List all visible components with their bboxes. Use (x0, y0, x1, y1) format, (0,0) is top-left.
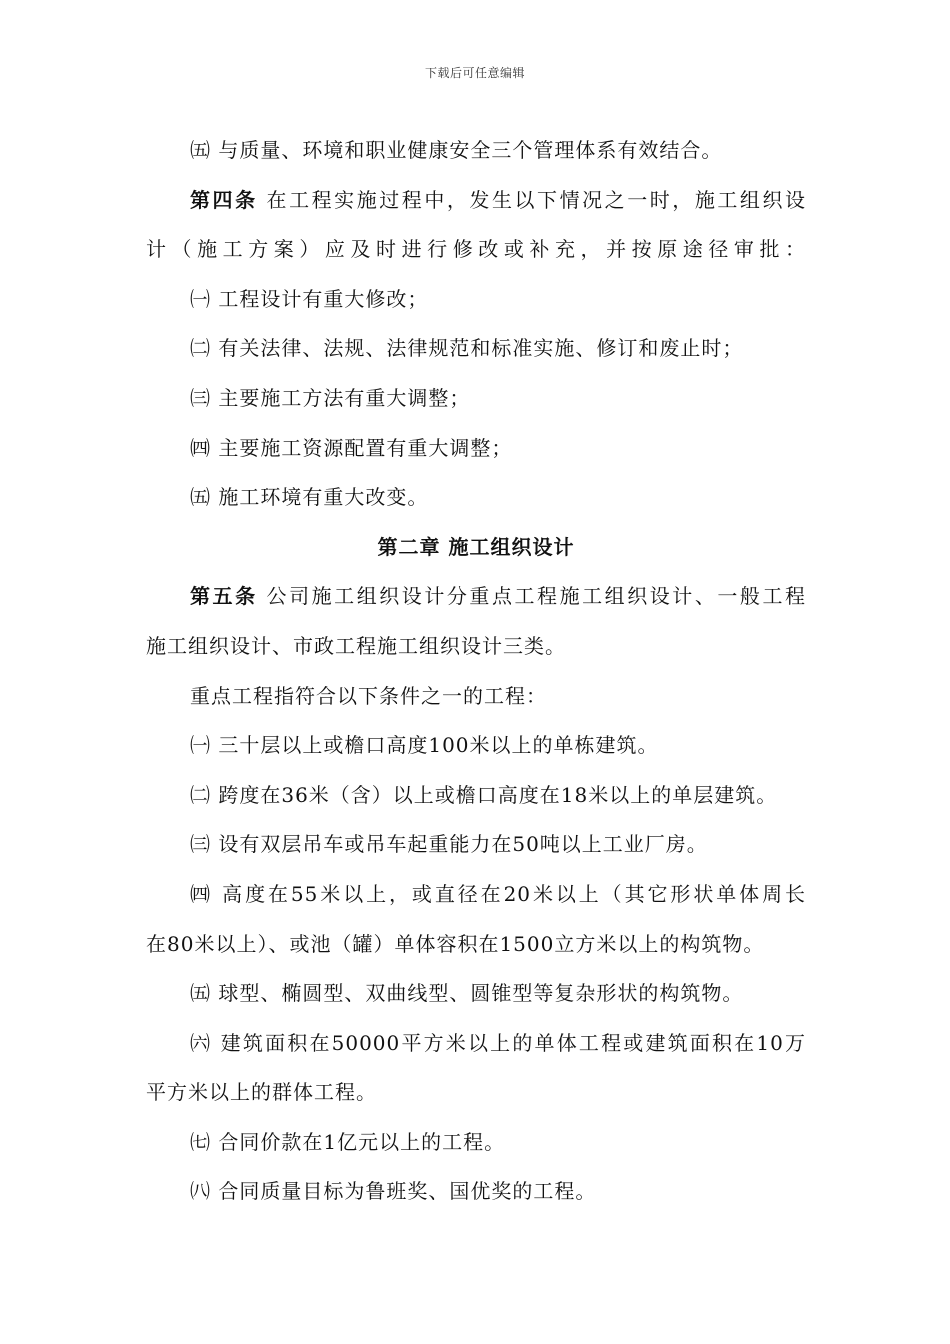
list-item: ㈣ 主要施工资源配置有重大调整； (190, 435, 513, 460)
article-heading-line: 第四条 在工程实施过程中，发生以下情况之一时，施工组织设 (190, 187, 806, 212)
list-item: ㈢ 主要施工方法有重大调整； (190, 385, 471, 410)
list-item: ㈥ 建筑面积在50000平方米以上的单体工程或建筑面积在10万 (190, 1030, 806, 1055)
list-item: ㈧ 合同质量目标为鲁班奖、国优奖的工程。 (190, 1179, 597, 1204)
paragraph-line: 计（施工方案）应及时进行修改或补充，并按原途径审批： (146, 237, 806, 262)
article-heading-line: 第五条 公司施工组织设计分重点工程施工组织设计、一般工程 (190, 584, 806, 609)
list-item: ㈦ 合同价款在1亿元以上的工程。 (190, 1129, 506, 1154)
list-item: ㈡ 有关法律、法规、法律规范和标准实施、修订和废止时； (190, 336, 744, 361)
list-item: ㈢ 设有双层吊车或吊车起重能力在50吨以上工业厂房。 (190, 832, 708, 857)
list-item-continuation: 在80米以上）、或池（罐）单体容积在1500立方米以上的构筑物。 (146, 931, 765, 956)
list-item: ㈤ 球型、椭圆型、双曲线型、圆锥型等复杂形状的构筑物。 (190, 981, 744, 1006)
article-number: 第四条 (190, 187, 258, 212)
article-number: 第五条 (190, 584, 258, 609)
list-item-continuation: 平方米以上的群体工程。 (146, 1080, 377, 1105)
list-item: ㈡ 跨度在36米（含）以上或檐口高度在18米以上的单层建筑。 (190, 782, 778, 807)
chapter-title: 第二章 施工组织设计 (377, 534, 575, 559)
list-item: ㈤ 施工环境有重大改变。 (190, 485, 429, 510)
list-item: ㈠ 三十层以上或檐口高度100米以上的单栋建筑。 (190, 733, 659, 758)
paragraph-line: 重点工程指符合以下条件之一的工程： (190, 683, 547, 708)
paragraph-line: 施工组织设计、市政工程施工组织设计三类。 (146, 633, 566, 658)
paragraph-line: ㈤ 与质量、环境和职业健康安全三个管理体系有效结合。 (190, 138, 723, 162)
document-body (146, 126, 806, 1217)
list-item: ㈠ 工程设计有重大修改； (190, 286, 429, 311)
page-header: 下载后可任意编辑 (424, 66, 525, 80)
list-item: ㈣ 高度在55米以上，或直径在20米以上（其它形状单体周长 (190, 881, 806, 906)
